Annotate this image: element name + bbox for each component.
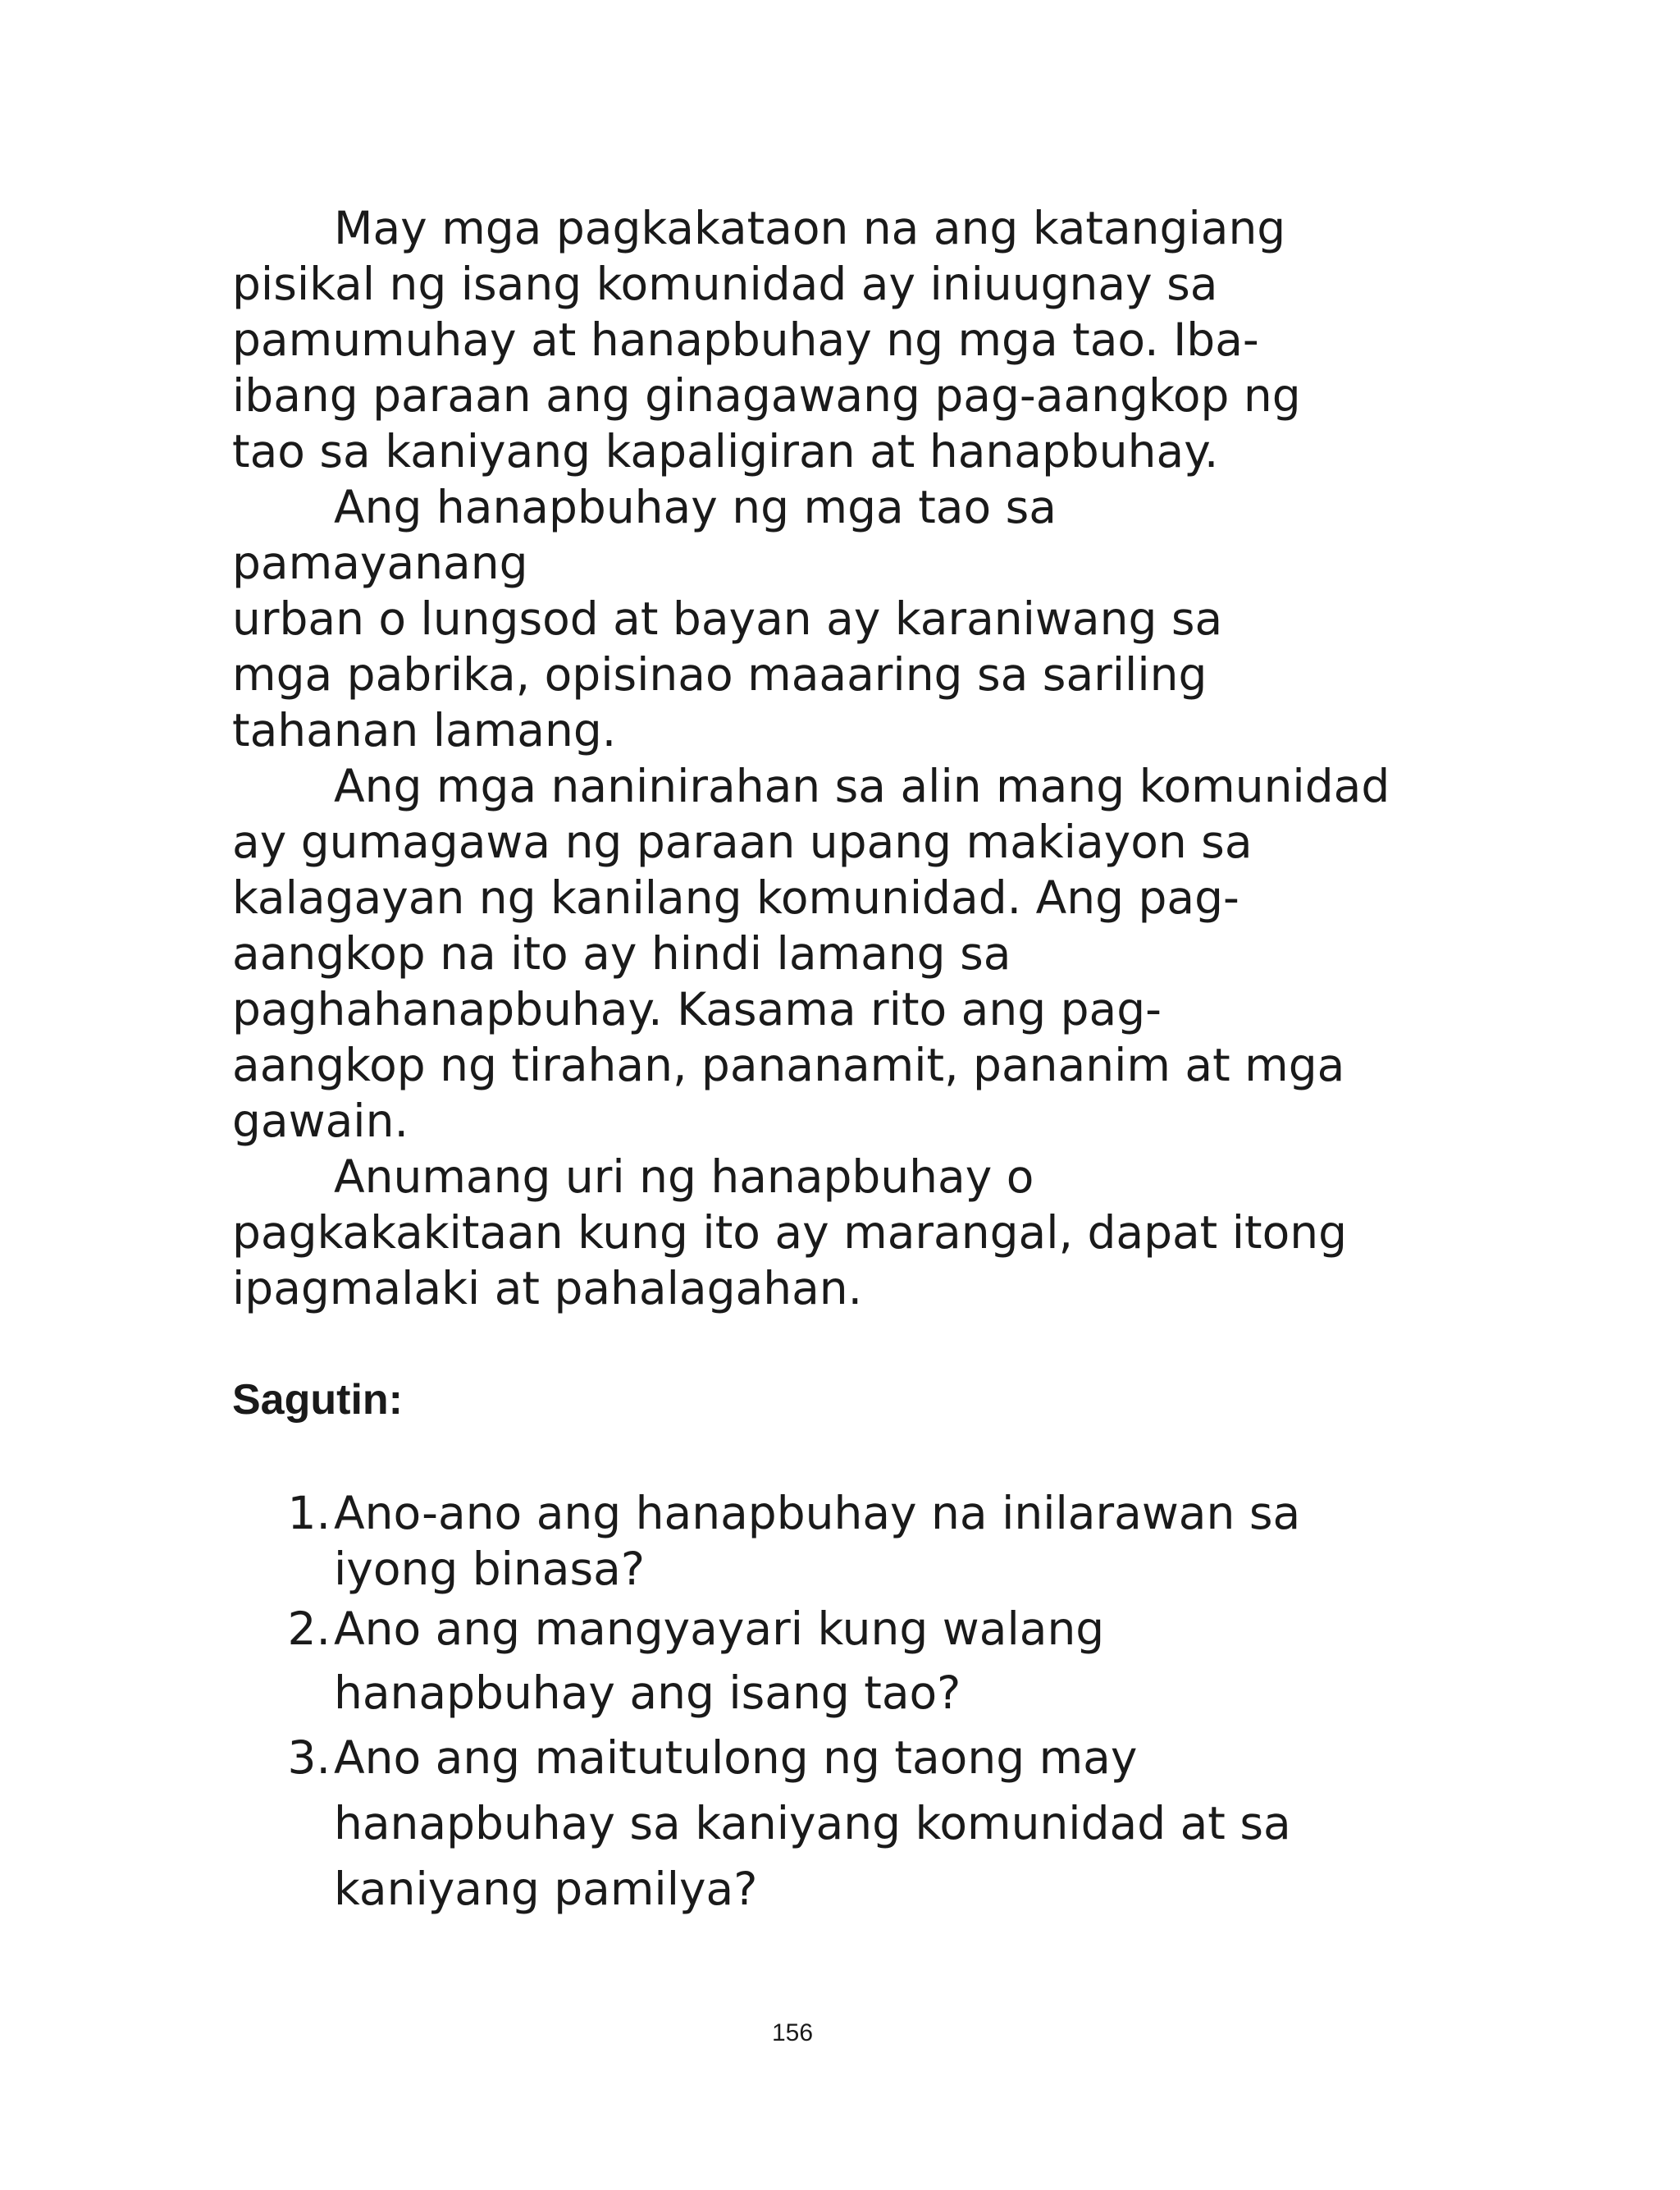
text-line: May mga pagkakataon na ang katangiang bbox=[334, 202, 1286, 254]
question-number: 1. bbox=[287, 1487, 331, 1539]
question-number: 3. bbox=[287, 1731, 331, 1784]
question-text: iyong binasa? bbox=[334, 1543, 646, 1595]
text-line: aangkop na ito ay hindi lamang sa bbox=[232, 927, 1011, 980]
text-line: mga pabrika, opisinao maaaring sa sariling bbox=[232, 648, 1208, 701]
paragraph-4 bbox=[232, 1149, 1463, 1316]
question-text: Ano-ano ang hanapbuhay na inilarawan sa bbox=[334, 1487, 1301, 1539]
question-item bbox=[232, 1597, 1463, 1725]
reading-passage bbox=[232, 200, 1463, 1316]
text-line: pagkakakitaan kung ito ay marangal, dapat itong bbox=[232, 1206, 1347, 1259]
text-line: Ang hanapbuhay ng mga tao sa bbox=[334, 481, 1057, 533]
page-number: 156 bbox=[771, 2019, 814, 2046]
text-line: paghahanapbuhay. Kasama rito ang pag- bbox=[232, 983, 1162, 1036]
paragraph-1 bbox=[232, 200, 1463, 479]
text-line: pisikal ng isang komunidad ay iniuugnay sa bbox=[232, 258, 1218, 310]
questions-list bbox=[232, 1485, 1463, 1922]
question-text: hanapbuhay ang isang tao? bbox=[334, 1667, 961, 1719]
question-item bbox=[232, 1485, 1463, 1597]
text-line: tao sa kaniyang kapaligiran at hanapbuhay. bbox=[232, 425, 1219, 478]
text-line: pamayanang bbox=[232, 537, 528, 589]
paragraph-3 bbox=[232, 758, 1463, 1149]
text-line: gawain. bbox=[232, 1095, 409, 1147]
paragraph-2 bbox=[232, 479, 1463, 758]
text-line: Anumang uri ng hanapbuhay o bbox=[334, 1150, 1034, 1203]
question-text: Ano ang mangyayari kung walang bbox=[334, 1602, 1105, 1655]
text-line: urban o lungsod at bayan ay karaniwang sa bbox=[232, 592, 1223, 645]
text-line: aangkop ng tirahan, pananamit, pananim at mga bbox=[232, 1039, 1345, 1091]
text-line: ipagmalaki at pahalagahan. bbox=[232, 1262, 863, 1314]
question-text: hanapbuhay sa kaniyang komunidad at sa bbox=[334, 1797, 1291, 1849]
text-line: pamumuhay at hanapbuhay ng mga tao. Iba- bbox=[232, 313, 1259, 366]
text-line: Ang mga naninirahan sa alin mang komunidad bbox=[334, 760, 1390, 812]
question-item bbox=[232, 1725, 1463, 1922]
text-line: tahanan lamang. bbox=[232, 704, 617, 757]
text-line: kalagayan ng kanilang komunidad. Ang pag- bbox=[232, 871, 1239, 924]
question-text: Ano ang maitutulong ng taong may bbox=[334, 1731, 1138, 1784]
text-line: ibang paraan ang ginagawang pag-aangkop ng bbox=[232, 369, 1301, 422]
questions-heading: Sagutin: bbox=[232, 1376, 403, 1424]
question-text: kaniyang pamilya? bbox=[334, 1863, 758, 1915]
question-number: 2. bbox=[287, 1602, 331, 1655]
text-line: ay gumagawa ng paraan upang makiayon sa bbox=[232, 816, 1253, 868]
